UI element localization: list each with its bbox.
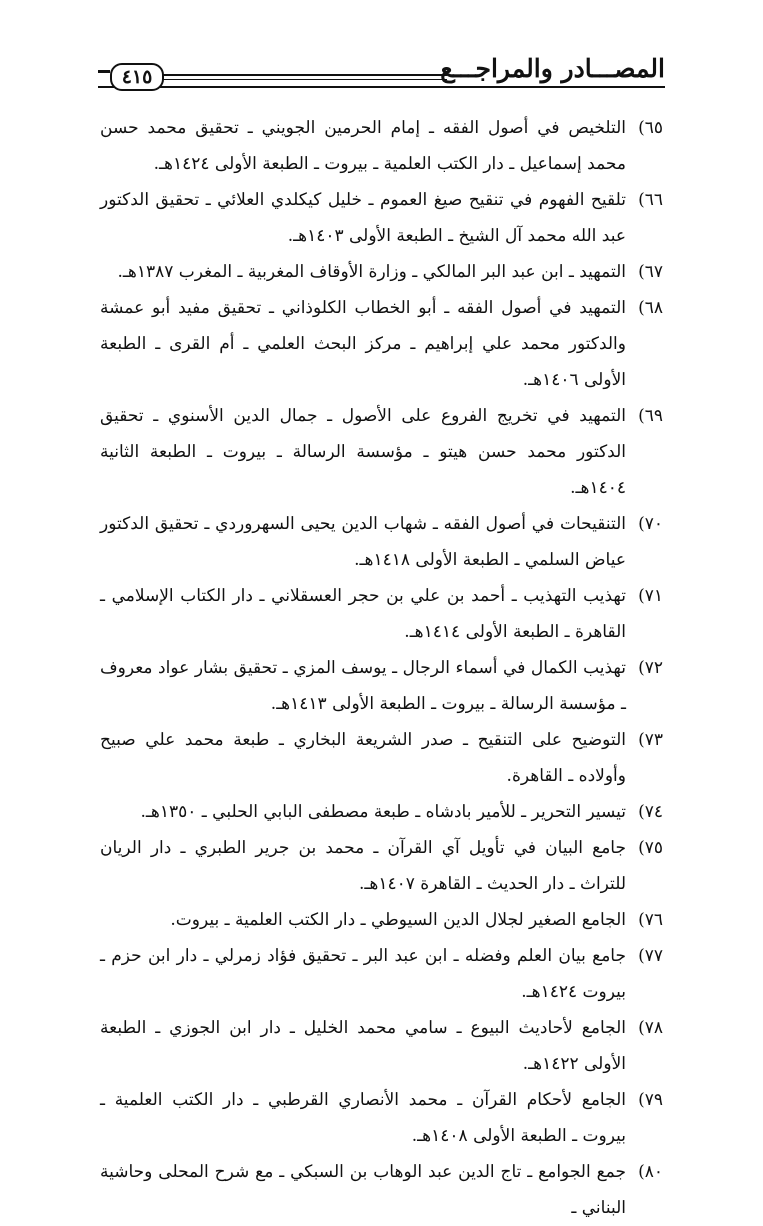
entry-number: ٧٧) bbox=[638, 946, 663, 966]
entry-text: جمع الجوامع ـ تاج الدين عبد الوهاب بن السبكي ـ مع شرح المحلى وحاشية البناني ـ bbox=[100, 1162, 626, 1218]
entry-number: ٧١) bbox=[638, 586, 663, 606]
bibliography-entry bbox=[0, 1010, 763, 1082]
bibliography-entry bbox=[0, 938, 763, 1010]
entry-text: التمهيد في أصول الفقه ـ أبو الخطاب الكلوذاني ـ تحقيق مفيد أبو عمشة والدكتور محمد علي إبراهيم ـ مركز البحث العلمي ـ أم القرى ـ الطبعة الأولى ١٤٠٦هـ. bbox=[100, 298, 626, 390]
entry-number: ٦٧) bbox=[638, 262, 663, 282]
entry-text: التوضيح على التنقيح ـ صدر الشريعة البخاري ـ طبعة محمد علي صبيح وأولاده ـ القاهرة. bbox=[100, 730, 626, 786]
entry-number: ٦٥) bbox=[638, 118, 663, 138]
page-number: ٤١٥ bbox=[110, 63, 164, 91]
running-header-title: المصـــادر والمراجـــع bbox=[440, 54, 665, 83]
entry-number: ٨٠) bbox=[638, 1162, 663, 1182]
bibliography-entry bbox=[0, 794, 763, 830]
bibliography-entry bbox=[0, 398, 763, 506]
entry-text: التمهيد في تخريج الفروع على الأصول ـ جمال الدين الأسنوي ـ تحقيق الدكتور محمد حسن هيتو ـ مؤسسة الرسالة ـ بيروت ـ الطبعة الثانية ١٤٠٤هـ. bbox=[100, 406, 626, 498]
entry-number: ٧٥) bbox=[638, 838, 663, 858]
entry-number: ٧٦) bbox=[638, 910, 663, 930]
bibliography-entry bbox=[0, 506, 763, 578]
entry-number: ٦٨) bbox=[638, 298, 663, 318]
entry-number: ٦٦) bbox=[638, 190, 663, 210]
entry-text: الجامع الصغير لجلال الدين السيوطي ـ دار الكتب العلمية ـ بيروت. bbox=[170, 910, 626, 930]
header-rule-thin bbox=[162, 79, 447, 80]
entry-text: تهذيب التهذيب ـ أحمد بن علي بن حجر العسقلاني ـ دار الكتاب الإسلامي ـ القاهرة ـ الطبعة الأولى ١٤١٤هـ. bbox=[100, 586, 626, 642]
entry-text: التمهيد ـ ابن عبد البر المالكي ـ وزارة الأوقاف المغربية ـ المغرب ١٣٨٧هـ. bbox=[117, 262, 626, 282]
bibliography-entry bbox=[0, 650, 763, 722]
entry-text: الجامع لأحاديث البيوع ـ سامي محمد الخليل ـ دار ابن الجوزي ـ الطبعة الأولى ١٤٢٢هـ. bbox=[100, 1018, 626, 1074]
bibliography-entry bbox=[0, 578, 763, 650]
entry-text: تيسير التحرير ـ للأمير بادشاه ـ طبعة مصطفى البابي الحلبي ـ ١٣٥٠هـ. bbox=[140, 802, 626, 822]
bibliography-entry bbox=[0, 290, 763, 398]
bibliography-entry bbox=[0, 902, 763, 938]
header-rule-end bbox=[98, 70, 110, 73]
bibliography-entry bbox=[0, 254, 763, 290]
entry-number: ٦٩) bbox=[638, 406, 663, 426]
bibliography-entry bbox=[0, 830, 763, 902]
entry-number: ٧٢) bbox=[638, 658, 663, 678]
bibliography-entry bbox=[0, 1154, 763, 1226]
header-underline bbox=[98, 86, 665, 88]
entry-text: الجامع لأحكام القرآن ـ محمد الأنصاري القرطبي ـ دار الكتب العلمية ـ بيروت ـ الطبعة الأولى ١٤٠٨هـ. bbox=[100, 1090, 626, 1146]
entry-text: التلخيص في أصول الفقه ـ إمام الحرمين الجويني ـ تحقيق محمد حسن محمد إسماعيل ـ دار الكتب العلمية ـ بيروت ـ الطبعة الأولى ١٤٢٤هـ. bbox=[100, 118, 626, 174]
bibliography-entry bbox=[0, 110, 763, 182]
bibliography-entry bbox=[0, 1082, 763, 1154]
entry-number: ٧٣) bbox=[638, 730, 663, 750]
entry-text: التنقيحات في أصول الفقه ـ شهاب الدين يحيى السهروردي ـ تحقيق الدكتور عياض السلمي ـ الطبعة الأولى ١٤١٨هـ. bbox=[100, 514, 626, 570]
entry-number: ٧٠) bbox=[638, 514, 663, 534]
entry-text: تلقيح الفهوم في تنقيح صيغ العموم ـ خليل كيكلدي العلائي ـ تحقيق الدكتور عبد الله محمد آل الشيخ ـ الطبعة الأولى ١٤٠٣هـ. bbox=[100, 190, 626, 246]
entry-number: ٧٨) bbox=[638, 1018, 663, 1038]
header-rule bbox=[162, 74, 447, 76]
entry-text: جامع البيان في تأويل آي القرآن ـ محمد بن جرير الطبري ـ دار الريان للتراث ـ دار الحديث ـ القاهرة ١٤٠٧هـ. bbox=[100, 838, 626, 894]
page-header bbox=[98, 46, 665, 96]
bibliography-entry bbox=[0, 722, 763, 794]
entry-text: تهذيب الكمال في أسماء الرجال ـ يوسف المزي ـ تحقيق بشار عواد معروف ـ مؤسسة الرسالة ـ بيروت ـ الطبعة الأولى ١٤١٣هـ. bbox=[100, 658, 626, 714]
entry-number: ٧٩) bbox=[638, 1090, 663, 1110]
bibliography-list bbox=[0, 110, 763, 1226]
entry-number: ٧٤) bbox=[638, 802, 663, 822]
bibliography-entry bbox=[0, 182, 763, 254]
entry-text: جامع بيان العلم وفضله ـ ابن عبد البر ـ تحقيق فؤاد زمرلي ـ دار ابن حزم ـ بيروت ١٤٢٤هـ. bbox=[100, 946, 626, 1002]
